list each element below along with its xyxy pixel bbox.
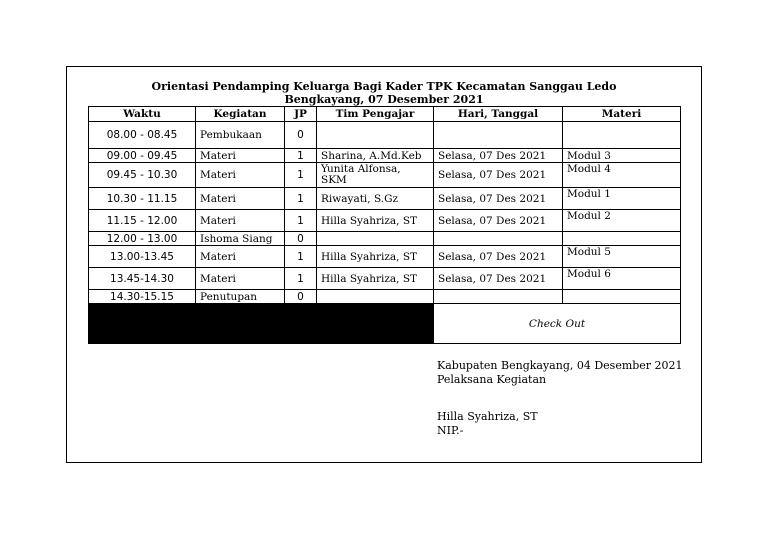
header-kegiatan: Kegiatan: [196, 107, 285, 122]
cell-jp: 0: [285, 232, 317, 246]
cell-kegiatan: Materi: [196, 188, 285, 210]
table-row: [89, 232, 681, 246]
cell-hari: Selasa, 07 Des 2021: [434, 246, 563, 268]
cell-materi: [563, 232, 681, 246]
header-hari-tanggal: Hari, Tanggal: [434, 107, 563, 122]
cell-jp: 1: [285, 246, 317, 268]
cell-materi: [563, 122, 681, 149]
cell-tim: Riwayati, S.Gz: [317, 188, 434, 210]
cell-waktu: 08.00 - 08.45: [89, 122, 196, 149]
cell-hari: Selasa, 07 Des 2021: [434, 268, 563, 290]
cell-kegiatan: Materi: [196, 163, 285, 188]
cell-waktu: 09.45 - 10.30: [89, 163, 196, 188]
cell-tim: [317, 290, 434, 304]
header-materi: Materi: [563, 107, 681, 122]
cell-materi: Modul 4: [563, 163, 681, 188]
cell-jp: 1: [285, 268, 317, 290]
cell-tim: Sharina, A.Md.Keb: [317, 149, 434, 163]
redacted-cell: [89, 304, 196, 344]
cell-kegiatan: Materi: [196, 210, 285, 232]
header-jp: JP: [285, 107, 317, 122]
cell-hari: Selasa, 07 Des 2021: [434, 188, 563, 210]
cell-kegiatan: Pembukaan: [196, 122, 285, 149]
cell-waktu: 09.00 - 09.45: [89, 149, 196, 163]
cell-waktu: 13.00-13.45: [89, 246, 196, 268]
cell-hari: [434, 290, 563, 304]
cell-hari: [434, 122, 563, 149]
cell-jp: 1: [285, 163, 317, 188]
cell-waktu: 10.30 - 11.15: [89, 188, 196, 210]
cell-tim: Hilla Syahriza, ST: [317, 246, 434, 268]
cell-kegiatan: Materi: [196, 149, 285, 163]
cell-jp: 0: [285, 290, 317, 304]
cell-materi: Modul 3: [563, 149, 681, 163]
cell-kegiatan: Materi: [196, 246, 285, 268]
cell-materi: Modul 2: [563, 210, 681, 232]
table-row: [89, 246, 681, 268]
cell-hari: Selasa, 07 Des 2021: [434, 163, 563, 188]
cell-jp: 1: [285, 188, 317, 210]
cell-waktu: 13.45-14.30: [89, 268, 196, 290]
check-out-label: Check Out: [434, 304, 681, 344]
table-row: [89, 163, 681, 188]
document-subtitle: Bengkayang, 07 Desember 2021: [284, 93, 484, 106]
table-row: [89, 149, 681, 163]
table-header-row: [89, 107, 681, 122]
schedule-table: [88, 106, 681, 344]
cell-materi: [563, 290, 681, 304]
cell-kegiatan: Materi: [196, 268, 285, 290]
cell-jp: 1: [285, 210, 317, 232]
signature-role: Pelaksana Kegiatan: [437, 373, 547, 386]
table-row: [89, 268, 681, 290]
cell-waktu: 12.00 - 13.00: [89, 232, 196, 246]
redacted-row: [89, 304, 681, 344]
cell-materi: Modul 6: [563, 268, 681, 290]
cell-jp: 0: [285, 122, 317, 149]
signature-name: Hilla Syahriza, ST: [437, 410, 538, 423]
cell-tim: Hilla Syahriza, ST: [317, 210, 434, 232]
cell-hari: Selasa, 07 Des 2021: [434, 210, 563, 232]
table-row: [89, 122, 681, 149]
cell-kegiatan: Ishoma Siang: [196, 232, 285, 246]
cell-waktu: 14.30-15.15: [89, 290, 196, 304]
cell-hari: [434, 232, 563, 246]
signature-place-date: Kabupaten Bengkayang, 04 Desember 2021: [437, 359, 683, 372]
cell-hari: Selasa, 07 Des 2021: [434, 149, 563, 163]
document-title: Orientasi Pendamping Keluarga Bagi Kader TPK Kecamatan Sanggau Ledo: [151, 80, 617, 93]
cell-tim: Hilla Syahriza, ST: [317, 268, 434, 290]
cell-jp: 1: [285, 149, 317, 163]
table-row: [89, 210, 681, 232]
redacted-cell: [196, 304, 285, 344]
header-waktu: Waktu: [89, 107, 196, 122]
cell-kegiatan: Penutupan: [196, 290, 285, 304]
cell-tim: [317, 122, 434, 149]
redacted-cell: [285, 304, 317, 344]
cell-waktu: 11.15 - 12.00: [89, 210, 196, 232]
cell-tim: Yunita Alfonsa, SKM: [317, 163, 434, 188]
cell-materi: Modul 1: [563, 188, 681, 210]
table-row: [89, 290, 681, 304]
redacted-cell: [317, 304, 434, 344]
cell-tim: [317, 232, 434, 246]
signature-nip: NIP.-: [437, 424, 464, 437]
cell-materi: Modul 5: [563, 246, 681, 268]
table-row: [89, 188, 681, 210]
header-tim-pengajar: Tim Pengajar: [317, 107, 434, 122]
